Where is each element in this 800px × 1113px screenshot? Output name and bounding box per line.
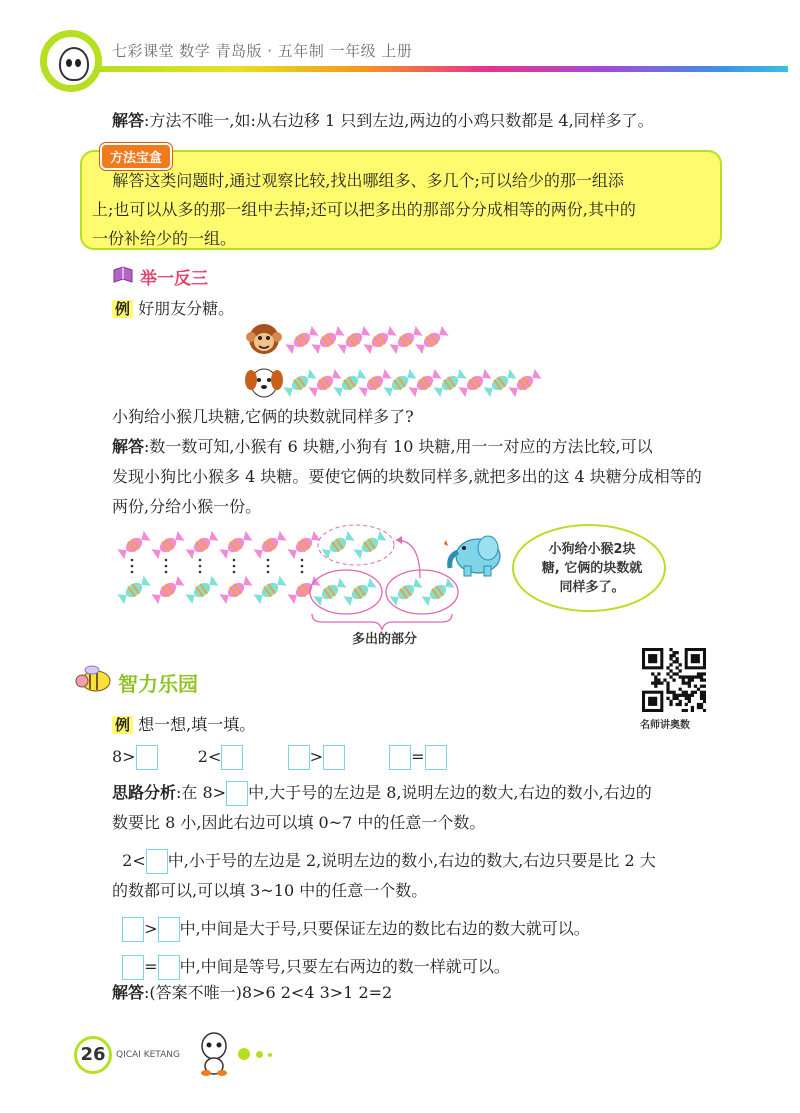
qr-module [691, 694, 694, 697]
qr-caption: 名师讲奥数 [640, 720, 690, 731]
answer-box[interactable] [389, 745, 411, 770]
qr-module [663, 678, 666, 681]
qr-module [669, 663, 672, 666]
qr-module [685, 694, 688, 697]
qr-module [682, 694, 685, 697]
answer-2-line: :数一数可知,小猴有 6 块糖,小狗有 10 块糖,用一一对应的方法比较,可以 [144, 437, 653, 456]
candy-icon [285, 326, 318, 354]
footer-brand: QICAI KETANG [116, 1050, 180, 1060]
qr-module [669, 669, 672, 672]
candy-icon [117, 531, 150, 559]
qr-module [688, 697, 691, 700]
qr-module [666, 685, 669, 688]
juyi-title: 举一反三 [140, 269, 208, 289]
speech-bubble-text [532, 540, 652, 597]
expr-2-text: 2< [197, 747, 222, 766]
qr-module [676, 666, 679, 669]
candy-icon [337, 326, 370, 354]
answer-box [158, 917, 180, 942]
analysis-text: 中,中间是等号,只要左右两边的数一样就可以。 [179, 957, 510, 976]
pairing-dot [267, 571, 270, 574]
page-number: 26 [74, 1036, 112, 1074]
qr-module [685, 697, 688, 700]
qr-module [700, 678, 703, 681]
qr-module [691, 675, 694, 678]
pairing-dot [131, 559, 134, 562]
analysis-text: 中,中间是大于号,只要保证左边的数比右边的数大就可以。 [179, 919, 590, 938]
expr-row [112, 742, 447, 772]
candy-icon [283, 369, 316, 397]
qr-module [703, 691, 706, 694]
question-1: 小狗给小猴几块糖,它俩的块数就同样多了? [112, 407, 414, 426]
analysis-text: = [144, 957, 158, 976]
candy-icon [321, 531, 354, 559]
qr-module [669, 654, 672, 657]
zhili-title: 智力乐园 [118, 672, 198, 696]
qr-module [676, 694, 679, 697]
candy-icon [219, 576, 252, 604]
analysis-text: 中,小于号的左边是 2,说明左边的数小,右边的数大,右边只要是比 2 大 [167, 851, 656, 870]
qr-module [676, 651, 679, 654]
footer-dot [256, 1051, 263, 1058]
answer-1-text: :方法不唯一,如:从右边移 1 只到左边,两边的小鸡只数都是 4,同样多了。 [144, 111, 654, 130]
answer-box [122, 917, 144, 942]
qr-module [682, 675, 685, 678]
answer-box[interactable] [425, 745, 447, 770]
qr-module [691, 706, 694, 709]
qr-module [672, 651, 675, 654]
qr-module [700, 703, 703, 706]
qr-finder [648, 654, 657, 663]
candy-icon [253, 576, 286, 604]
footer-dot [268, 1053, 272, 1057]
elephant-icon [442, 528, 508, 580]
pairing-dot [301, 559, 304, 562]
candy-icon [458, 369, 491, 397]
candy-icon [311, 326, 344, 354]
qr-module [654, 685, 657, 688]
qr-module [700, 697, 703, 700]
expr-4-op: = [411, 747, 425, 766]
qr-module [660, 682, 663, 685]
header-title: 七彩课堂 数学 青岛版 · 五年制 一年级 上册 [112, 42, 413, 60]
bee-icon [74, 664, 114, 694]
qr-module [669, 657, 672, 660]
pairing-dot [301, 565, 304, 568]
answer-3-label: 解答 [112, 983, 145, 1002]
candy-icon [383, 369, 416, 397]
answer-box [158, 955, 180, 980]
candy-icon [343, 578, 376, 606]
method-line: 上;也可以从多的那一组中去掉;还可以把多出的那部分分成相等的两份,其中的 [92, 200, 636, 219]
bubble-line: 糖, 它俩的块数就 [541, 561, 643, 576]
footer-dot [238, 1048, 250, 1060]
qr-module [654, 682, 657, 685]
qr-module [682, 709, 685, 712]
qr-module [703, 697, 706, 700]
candy-icon [185, 531, 218, 559]
pairing-dot [199, 571, 202, 574]
qr-module [676, 697, 679, 700]
answer-box[interactable] [221, 745, 243, 770]
qr-module [679, 669, 682, 672]
qr-module [703, 709, 706, 712]
candy-icon [483, 369, 516, 397]
pairing-dot [131, 565, 134, 568]
example-2-text: 想一想,填一填。 [138, 715, 256, 734]
qr-module [669, 648, 672, 651]
answer-2-line: 发现小狗比小猴多 4 块糖。要使它俩的块数同样多,就把多出的这 4 块糖分成相等的 [112, 467, 702, 486]
qr-module [700, 694, 703, 697]
qr-module [672, 654, 675, 657]
qr-module [672, 694, 675, 697]
qr-module [654, 678, 657, 681]
bubble-line: 同样多了。 [559, 580, 625, 595]
candy-icon [389, 578, 422, 606]
qr-module [657, 682, 660, 685]
answer-box[interactable] [323, 745, 345, 770]
qr-module [703, 700, 706, 703]
qr-module [697, 706, 700, 709]
qr-module [679, 694, 682, 697]
qr-module [682, 691, 685, 694]
qr-finder [648, 697, 657, 706]
qr-module [697, 688, 700, 691]
qr-module [694, 691, 697, 694]
qr-module [666, 691, 669, 694]
example-1-tag: 例 [112, 300, 133, 318]
qr-module [691, 709, 694, 712]
qr-module [669, 703, 672, 706]
qr-module [691, 678, 694, 681]
qr-module [685, 682, 688, 685]
pairing-dot [199, 565, 202, 568]
candy-icon [389, 326, 422, 354]
qr-module [688, 678, 691, 681]
answer-2 [112, 432, 702, 522]
qr-module [679, 663, 682, 666]
candy-icon [508, 369, 541, 397]
candy-icon [363, 326, 396, 354]
answer-2-label: 解答 [112, 437, 145, 456]
qr-module [685, 675, 688, 678]
qr-module [679, 675, 682, 678]
candy-icon [253, 531, 286, 559]
qr-module [676, 672, 679, 675]
method-line: 解答这类问题时,通过观察比较,找出哪组多、多几个;可以给少的那一组添 [92, 171, 624, 190]
qr-module [688, 685, 691, 688]
qr-module [685, 703, 688, 706]
candy-icon [433, 369, 466, 397]
pairing-dot [267, 565, 270, 568]
candy-icon [313, 578, 346, 606]
qr-module [676, 660, 679, 663]
group-oval [310, 570, 382, 614]
answer-2-line: 两份,分给小猴一份。 [112, 497, 262, 516]
qr-module [666, 688, 669, 691]
qr-module [685, 691, 688, 694]
candy-icon [151, 531, 184, 559]
candy-icon [219, 531, 252, 559]
answer-3 [112, 978, 392, 1008]
answer-3-text: :(答案不唯一)8>6 2<4 3>1 2=2 [144, 983, 393, 1002]
qr-module [651, 682, 654, 685]
pairing-dot [131, 571, 134, 574]
qr-module [700, 675, 703, 678]
qr-module [700, 706, 703, 709]
qr-module [694, 685, 697, 688]
pairing-dot [267, 559, 270, 562]
qr-module [672, 678, 675, 681]
qr-module [694, 675, 697, 678]
qr-module [688, 700, 691, 703]
brace-label: 多出的部分 [352, 632, 418, 647]
qr-module [688, 694, 691, 697]
qr-module [672, 672, 675, 675]
pairing-dot [233, 559, 236, 562]
qr-module [666, 697, 669, 700]
qr-module [688, 682, 691, 685]
qr-module [666, 666, 669, 669]
example-1-text: 好朋友分糖。 [138, 299, 235, 318]
pairing-dot [199, 559, 202, 562]
bubble-line: 小狗给小猴2块 [548, 542, 636, 557]
expr-1-text: 8> [112, 747, 136, 766]
analysis-text: 2< [122, 851, 146, 870]
method-line: 一份补给少的一组。 [92, 229, 237, 248]
dashed-oval [318, 525, 394, 565]
qr-module [672, 660, 675, 663]
analysis-text: > [144, 919, 158, 938]
qr-module [669, 700, 672, 703]
candy-icon [308, 369, 341, 397]
qr-module [703, 672, 706, 675]
pairing-dot [165, 571, 168, 574]
candy-icon [415, 326, 448, 354]
pairing-dot [165, 565, 168, 568]
pairing-dot [301, 571, 304, 574]
candy-icon [117, 576, 150, 604]
pairing-dot [165, 559, 168, 562]
qr-module [669, 675, 672, 678]
qr-module [657, 678, 660, 681]
qr-module [679, 700, 682, 703]
qr-module [679, 688, 682, 691]
example-2-tag: 例 [112, 716, 133, 734]
method-box-tag: 方法宝盒 [100, 143, 172, 170]
qr-module [666, 672, 669, 675]
qr-module [672, 697, 675, 700]
qr-module [651, 672, 654, 675]
candy-icon [333, 369, 366, 397]
mascot-icon [196, 1030, 232, 1076]
qr-module [700, 691, 703, 694]
analysis-text: :在 8> [176, 783, 227, 802]
candy-icon [358, 369, 391, 397]
answer-box[interactable] [136, 745, 158, 770]
answer-box [226, 781, 248, 806]
qr-module [703, 694, 706, 697]
analysis-text: 中,大于号的左边是 8,说明左边的数大,右边的数小,右边的 [248, 783, 652, 802]
qr-module [703, 685, 706, 688]
analysis-text: 的数都可以,可以填 3~10 中的任意一个数。 [112, 881, 428, 900]
arrow-head [396, 536, 402, 544]
analysis-label: 思路分析 [112, 783, 177, 802]
answer-box[interactable] [288, 745, 310, 770]
qr-code-icon[interactable] [642, 648, 706, 712]
qr-module [685, 709, 688, 712]
answer-box [122, 955, 144, 980]
analysis-text: 数要比 8 小,因此右边可以填 0~7 中的任意一个数。 [112, 813, 486, 832]
qr-module [666, 682, 669, 685]
qr-module [679, 703, 682, 706]
pairing-dot [233, 571, 236, 574]
candy-icon [421, 578, 454, 606]
qr-module [654, 675, 657, 678]
qr-module [697, 672, 700, 675]
qr-module [697, 703, 700, 706]
qr-module [657, 672, 660, 675]
qr-module [676, 657, 679, 660]
qr-module [669, 691, 672, 694]
example-2 [112, 710, 255, 740]
answer-1-label: 解答 [112, 111, 145, 130]
qr-module [676, 703, 679, 706]
qr-module [700, 685, 703, 688]
qr-module [682, 682, 685, 685]
candy-icon [353, 531, 386, 559]
qr-module [688, 675, 691, 678]
qr-module [682, 678, 685, 681]
qr-module [700, 672, 703, 675]
qr-module [672, 691, 675, 694]
pairing-dot [233, 565, 236, 568]
candy-icon [408, 369, 441, 397]
analysis [112, 778, 732, 982]
qr-module [691, 691, 694, 694]
expr-3-op: > [309, 747, 323, 766]
candy-icon [287, 531, 320, 559]
qr-finder [691, 654, 700, 663]
qr-module [697, 675, 700, 678]
qr-module [703, 678, 706, 681]
candy-icon [185, 576, 218, 604]
candy-icon [151, 576, 184, 604]
answer-box [146, 849, 168, 874]
